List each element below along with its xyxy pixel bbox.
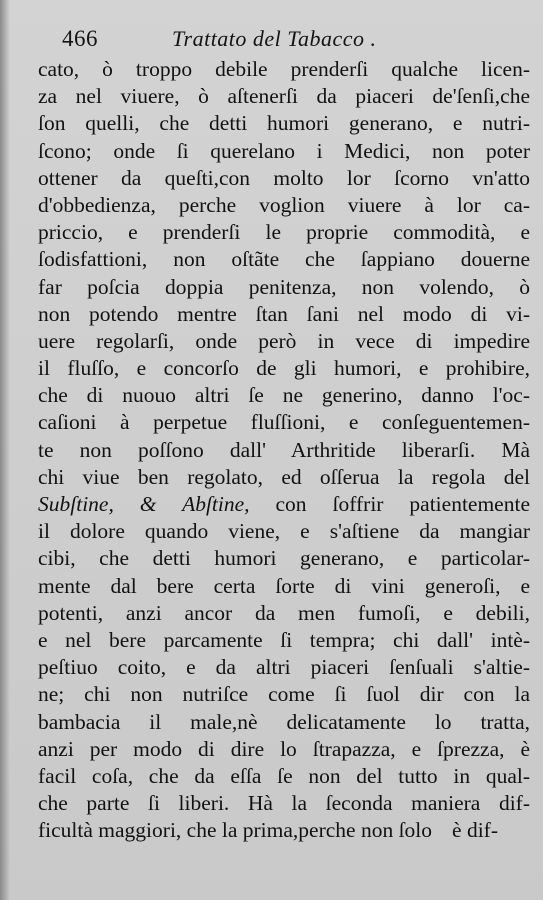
text-line: il dolore quando viene, e s'aſtiene da mangiar — [38, 519, 530, 544]
text-line: te non poſſono dall' Arthritide liberarſi. Mà — [38, 437, 530, 462]
italic-phrase: Subſtine, & Abſtine, — [38, 492, 250, 516]
text-line: uere regolarſi, onde però in vece di impedire — [38, 328, 530, 353]
text-line: caſioni à perpetue fluſſioni, e conſeguentemen- — [38, 410, 530, 435]
text-line: mente dal bere certa ſorte di vini generoſi, e — [38, 573, 530, 598]
text-line: chi viue ben regolato, ed oſſerua la regola del — [38, 464, 530, 489]
text-line: il fluſſo, e concorſo de gli humori, e prohibire, — [38, 356, 530, 381]
text-line-italic — [38, 491, 530, 518]
page-gutter-shadow — [0, 0, 10, 900]
running-header — [62, 22, 522, 52]
text-line: ficultà maggiori, che la prima,perche non ſolo — [38, 818, 433, 843]
text-line: priccio, e prenderſi le proprie commodità, e — [38, 220, 530, 245]
catchword: è dif- — [452, 818, 498, 842]
text-line: ſon quelli, che detti humori generano, e nutri- — [38, 111, 530, 136]
text-line: che parte ſi liberi. Hà la ſeconda maniera dif- — [38, 791, 530, 816]
text-line: e nel bere parcamente ſi tempra; chi dall' intè- — [38, 627, 530, 652]
text-line: ſodisfattioni, non oſtãte che ſappiano douerne — [38, 247, 530, 272]
text-line: cibi, che detti humori generano, e particolar- — [38, 546, 530, 571]
text-line: potenti, anzi ancor da men fumoſi, e debili, — [38, 600, 530, 625]
text-line: facil coſa, che da eſſa ſe non del tutto in qual- — [38, 763, 530, 788]
text-line: za nel viuere, ò aſtenerſi da piaceri de'ſenſi,che — [38, 84, 530, 109]
text-line: ottener da queſti,con molto lor ſcorno vn'atto — [38, 165, 530, 190]
text-line: d'obbedienza, perche voglion viuere à lor ca- — [38, 192, 530, 217]
text-line: peſtiuo coito, e da altri piaceri ſenſuali s'altie- — [38, 655, 530, 680]
text-line: ne; chi non nutriſce come ſi ſuol dir con la — [38, 682, 530, 707]
text-line: cato, ò troppo debile prenderſi qualche licen- — [38, 57, 530, 81]
text-line: far poſcia doppia penitenza, non volendo, ò — [38, 274, 530, 299]
text-line: non potendo mentre ſtan ſani nel modo di vi- — [38, 301, 530, 326]
line-remainder: con ſoffrir patientemente — [249, 492, 530, 516]
text-line: bambacia il male,nè delicatamente lo tratta, — [38, 709, 530, 734]
text-line: anzi per modo di dire lo ſtrapazza, e ſprezza, è — [38, 736, 530, 761]
text-line: ſcono; onde ſi querelano i Medici, non poter — [38, 138, 530, 163]
body-text — [38, 56, 530, 844]
page-number: 466 — [62, 26, 98, 51]
text-line: che di nuouo altri ſe ne generino, danno l'oc- — [38, 383, 530, 408]
running-title: Trattato del Tabacco . — [172, 26, 377, 51]
